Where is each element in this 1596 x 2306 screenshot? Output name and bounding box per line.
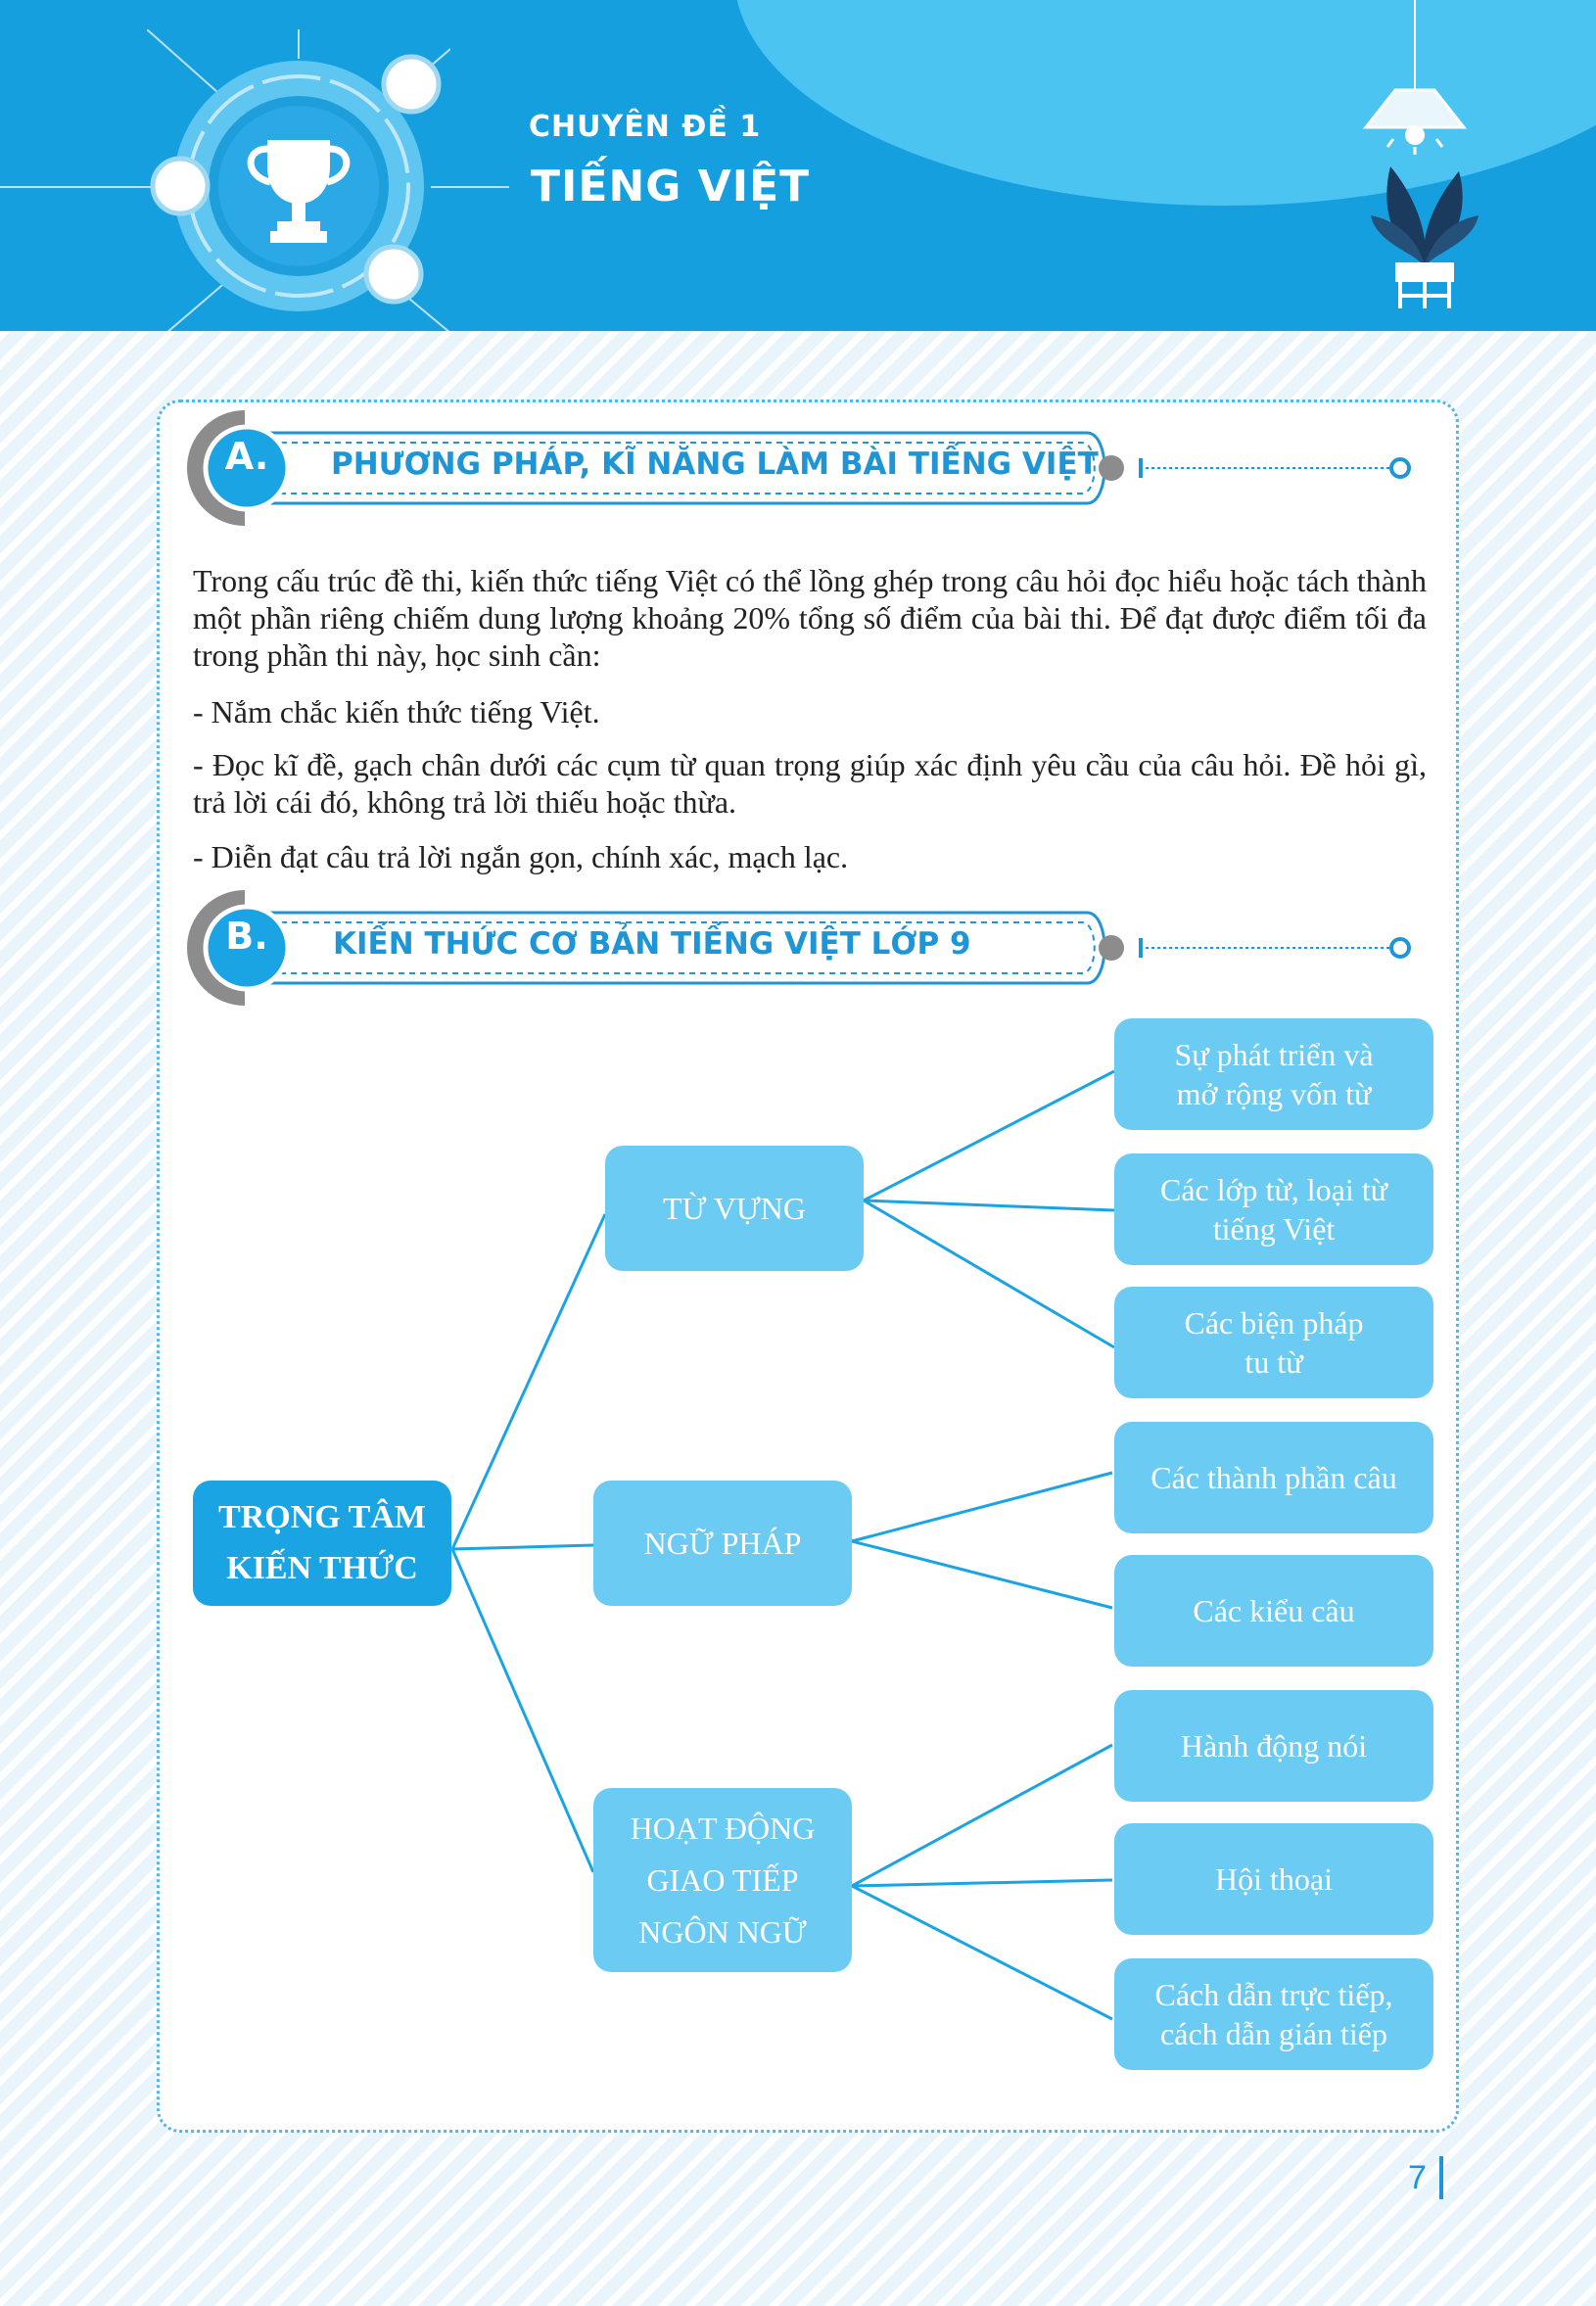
chapter-title: TIẾNG VIỆT <box>531 162 811 212</box>
connector-line <box>852 1880 1112 1886</box>
branch-node-vocabulary: TỪ VỰNG <box>605 1146 864 1271</box>
section-b-title: KIẾN THỨC CƠ BẢN TIẾNG VIỆT LỚP 9 <box>333 926 971 962</box>
intro-paragraph: Trong cấu trúc đề thi, kiến thức tiếng Việt có thể lồng ghép trong câu hỏi đọc hiểu hoặc tách thành một phần riêng chiếm dung lượng khoảng 20% tổng số điểm của bài thi. Để đạt được điểm tối đa trong phần thi này, học sinh cần: <box>193 563 1427 673</box>
leaf-node: Các thành phần câu <box>1114 1422 1433 1533</box>
section-a-title: PHƯƠNG PHÁP, KĨ NĂNG LÀM BÀI TIẾNG VIỆT <box>331 447 1099 482</box>
bullet-item: - Diễn đạt câu trả lời ngắn gọn, chính xác, mạch lạc. <box>193 839 849 874</box>
connector-line <box>864 1200 1114 1347</box>
section-b-letter: B. <box>225 915 268 958</box>
connector-line <box>852 1541 1112 1608</box>
connector-line <box>852 1473 1112 1541</box>
connector-line <box>864 1200 1114 1210</box>
leaf-node: Hành động nói <box>1114 1690 1433 1802</box>
leaf-node: Các lớp từ, loại từ tiếng Việt <box>1114 1153 1433 1265</box>
branch-node-communication: HOẠT ĐỘNG GIAO TIẾP NGÔN NGỮ <box>593 1788 852 1972</box>
connector-line <box>452 1549 593 1872</box>
leaf-node: Các kiểu câu <box>1114 1555 1433 1667</box>
bullet-item: - Đọc kĩ đề, gạch chân dưới các cụm từ quan trọng giúp xác định yêu cầu của câu hỏi. Đề hỏi gì, trả lời cái đó, không trả lời thiếu hoặc thừa. <box>193 747 1427 820</box>
page-number-bar <box>1439 2156 1443 2199</box>
connector-line <box>452 1214 605 1549</box>
page-number: 7 <box>1408 2159 1427 2196</box>
connector-line <box>852 1745 1112 1886</box>
chapter-subtitle: CHUYÊN ĐỀ 1 <box>529 110 762 144</box>
connector-line <box>852 1886 1112 2019</box>
connector-line <box>864 1071 1114 1200</box>
branch-node-grammar: NGỮ PHÁP <box>593 1481 852 1606</box>
leaf-node: Các biện pháp tu từ <box>1114 1287 1433 1398</box>
leaf-node: Hội thoại <box>1114 1823 1433 1935</box>
bullet-item: - Nắm chắc kiến thức tiếng Việt. <box>193 694 600 729</box>
section-a-letter: A. <box>224 435 269 478</box>
connector-line <box>452 1545 593 1549</box>
root-node: TRỌNG TÂM KIẾN THỨC <box>193 1481 451 1606</box>
leaf-node: Cách dẫn trực tiếp, cách dẫn gián tiếp <box>1114 1958 1433 2070</box>
leaf-node: Sự phát triển và mở rộng vốn từ <box>1114 1018 1433 1130</box>
